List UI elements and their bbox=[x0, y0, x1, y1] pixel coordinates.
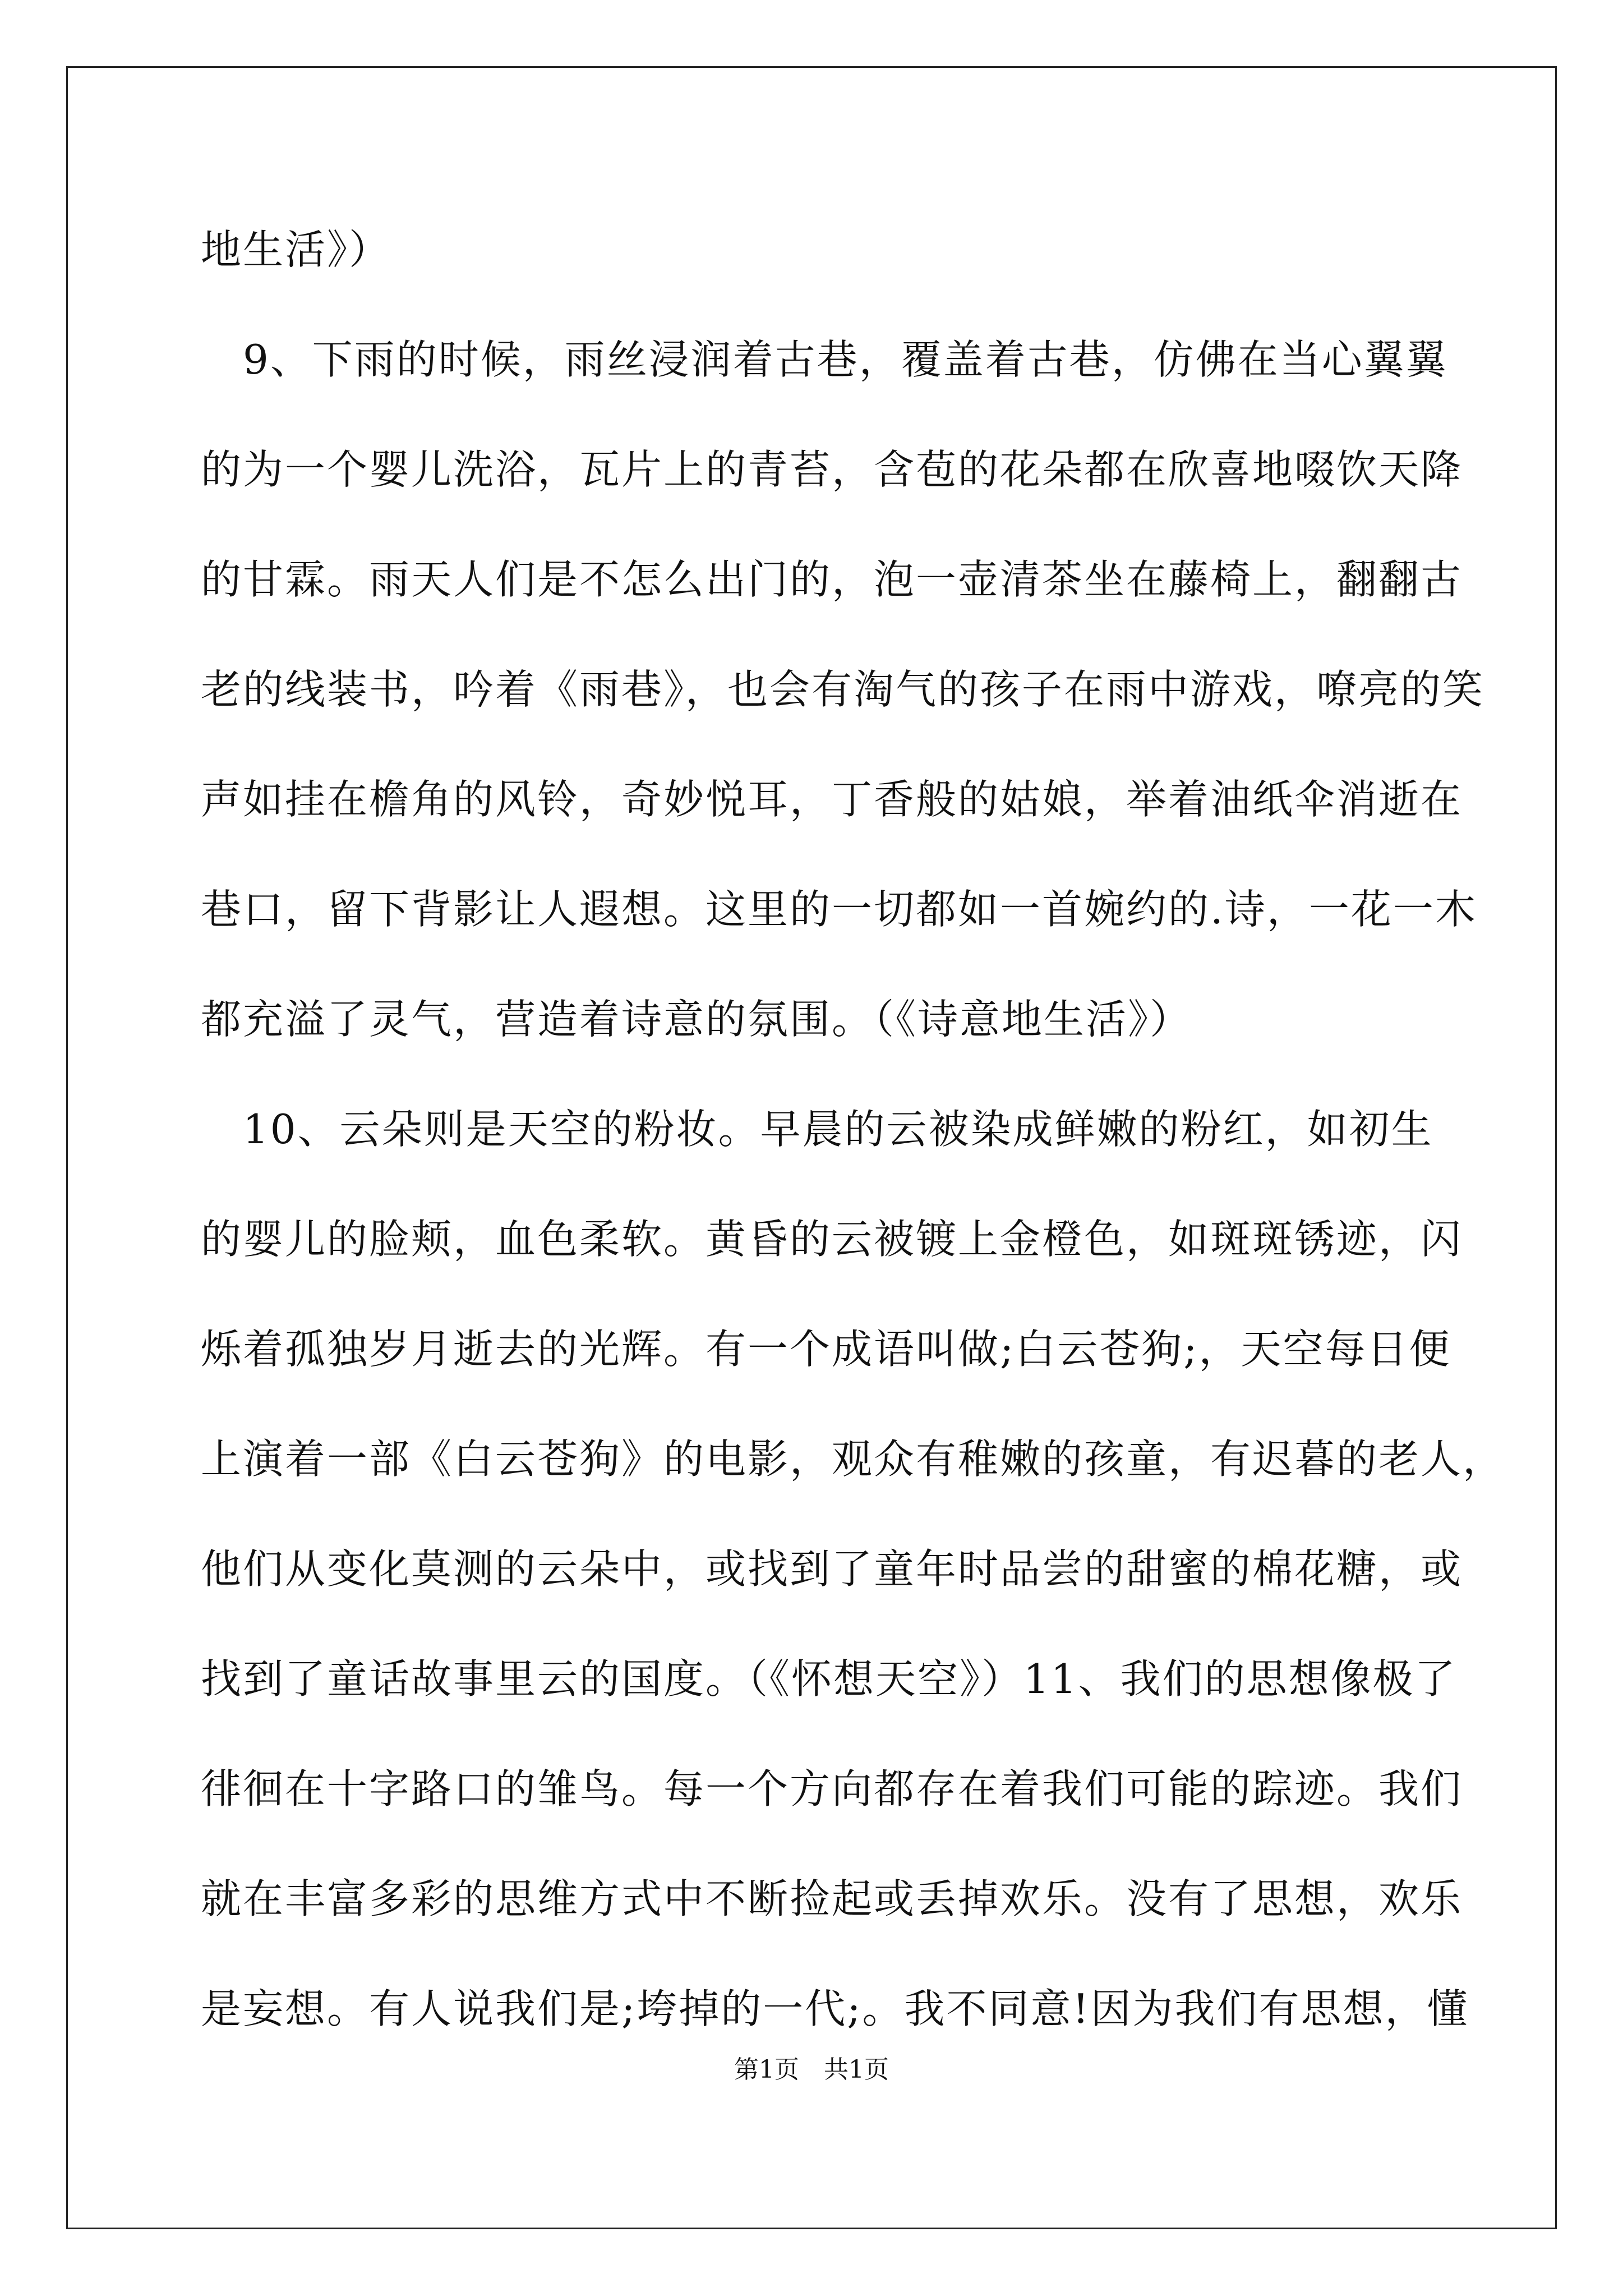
text-line: 老的线装书，吟着《雨巷》，也会有淘气的孩子在雨中游戏，嘹亮的笑 bbox=[201, 666, 1485, 713]
text-line: 上演着一部《白云苍狗》的电影，观众有稚嫩的孩童，有迟暮的老人， bbox=[201, 1435, 1505, 1483]
text-line: 烁着孤独岁月逝去的光辉。有一个成语叫做;白云苍狗;，天空每日便 bbox=[201, 1326, 1451, 1373]
text-line: 声如挂在檐角的风铃，奇妙悦耳，丁香般的姑娘，举着油纸伞消逝在 bbox=[201, 776, 1463, 823]
text-line: 找到了童话故事里云的国度。（《怀想天空》）11、我们的思想像极了 bbox=[201, 1655, 1457, 1703]
text-line: 的为一个婴儿洗浴，瓦片上的青苔，含苞的花朵都在欣喜地啜饮天降 bbox=[201, 446, 1463, 493]
text-line: 都充溢了灵气，营造着诗意的氛围。（《诗意地生活》） bbox=[201, 996, 1192, 1043]
page-footer: 第1页 共1页 bbox=[734, 2055, 889, 2084]
document-body bbox=[201, 216, 1505, 2085]
text-line: 9、下雨的时候，雨丝浸润着古巷，覆盖着古巷，仿佛在当心翼翼 bbox=[201, 336, 1448, 383]
text-line: 10、云朵则是天空的粉妆。早晨的云被染成鲜嫩的粉红，如初生 bbox=[201, 1106, 1433, 1153]
text-line: 他们从变化莫测的云朵中，或找到了童年时品尝的甜蜜的棉花糖，或 bbox=[201, 1545, 1463, 1593]
text-line: 的婴儿的脸颊，血色柔软。黄昏的云被镀上金橙色，如斑斑锈迹，闪 bbox=[201, 1216, 1463, 1263]
text-line: 地生活》） bbox=[201, 226, 391, 273]
text-line: 巷口，留下背影让人遐想。这里的一切都如一首婉约的.诗，一花一木 bbox=[201, 886, 1477, 933]
text-line: 的甘霖。雨天人们是不怎么出门的，泡一壶清茶坐在藤椅上，翻翻古 bbox=[201, 556, 1463, 603]
text-line: 是妄想。有人说我们是;垮掉的一代;。我不同意!因为我们有思想，懂 bbox=[201, 1985, 1469, 2032]
text-line: 徘徊在十字路口的雏鸟。每一个方向都存在着我们可能的踪迹。我们 bbox=[201, 1765, 1463, 1812]
text-line: 就在丰富多彩的思维方式中不断捡起或丢掉欢乐。没有了思想，欢乐 bbox=[201, 1875, 1463, 1922]
